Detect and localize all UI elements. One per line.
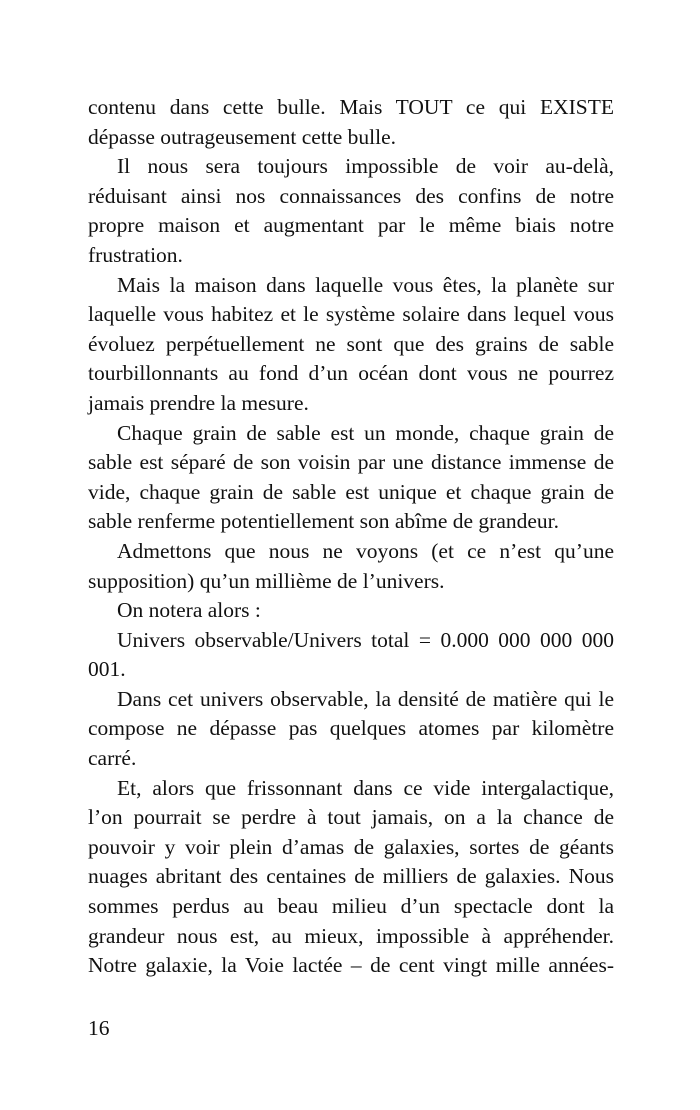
paragraph-1: contenu dans cette bulle. Mais TOUT ce qui EXISTE dépasse outrageusement cette bulle. [88,95,614,149]
paragraph-8: Dans cet univers observable, la densité de matière qui le compose ne dépasse pas quelques atomes par kilomètre carré. [88,686,614,771]
page-body [88,93,614,981]
paragraph-7: Univers observable/Univers total = 0.000 000 000 000 001. [88,627,614,682]
paragraph-9: Et, alors que frissonnant dans ce vide intergalactique, l’on pourrait se perdre à tout jamais, on a la chance de pouvoir y voir plein d’amas de galaxies, sortes de géants nuages abritant des centaines de milliers de galaxies. Nous sommes perdus au beau milieu d’un spectacle dont la grandeur nous est, au mieux, impossible à appréhender. Notre galaxie, la Voie lactée – de cent vingt mille années- [88,775,614,978]
paragraph-5: Admettons que nous ne voyons (et ce n’est qu’une supposition) qu’un millième de l’univers. [88,538,614,593]
paragraph-6: On notera alors : [117,598,261,623]
paragraph-3: Mais la maison dans laquelle vous êtes, la planète sur laquelle vous habitez et le système solaire dans lequel vous évoluez perpétuellement ne sont que des grains de sable tourbillonnants au fond d’un océan dont vous ne pourrez jamais prendre la mesure. [88,272,614,415]
paragraph-2: Il nous sera toujours impossible de voir au-delà, réduisant ainsi nos connaissances des confins de notre propre maison et augmentant par le même biais notre frustration. [88,154,614,267]
paragraph-4: Chaque grain de sable est un monde, chaque grain de sable est séparé de son voisin par une distance immense de vide, chaque grain de sable est unique et chaque grain de sable renferme potentiellement son abîme de grandeur. [88,420,614,534]
page-number: 16 [88,1016,110,1040]
